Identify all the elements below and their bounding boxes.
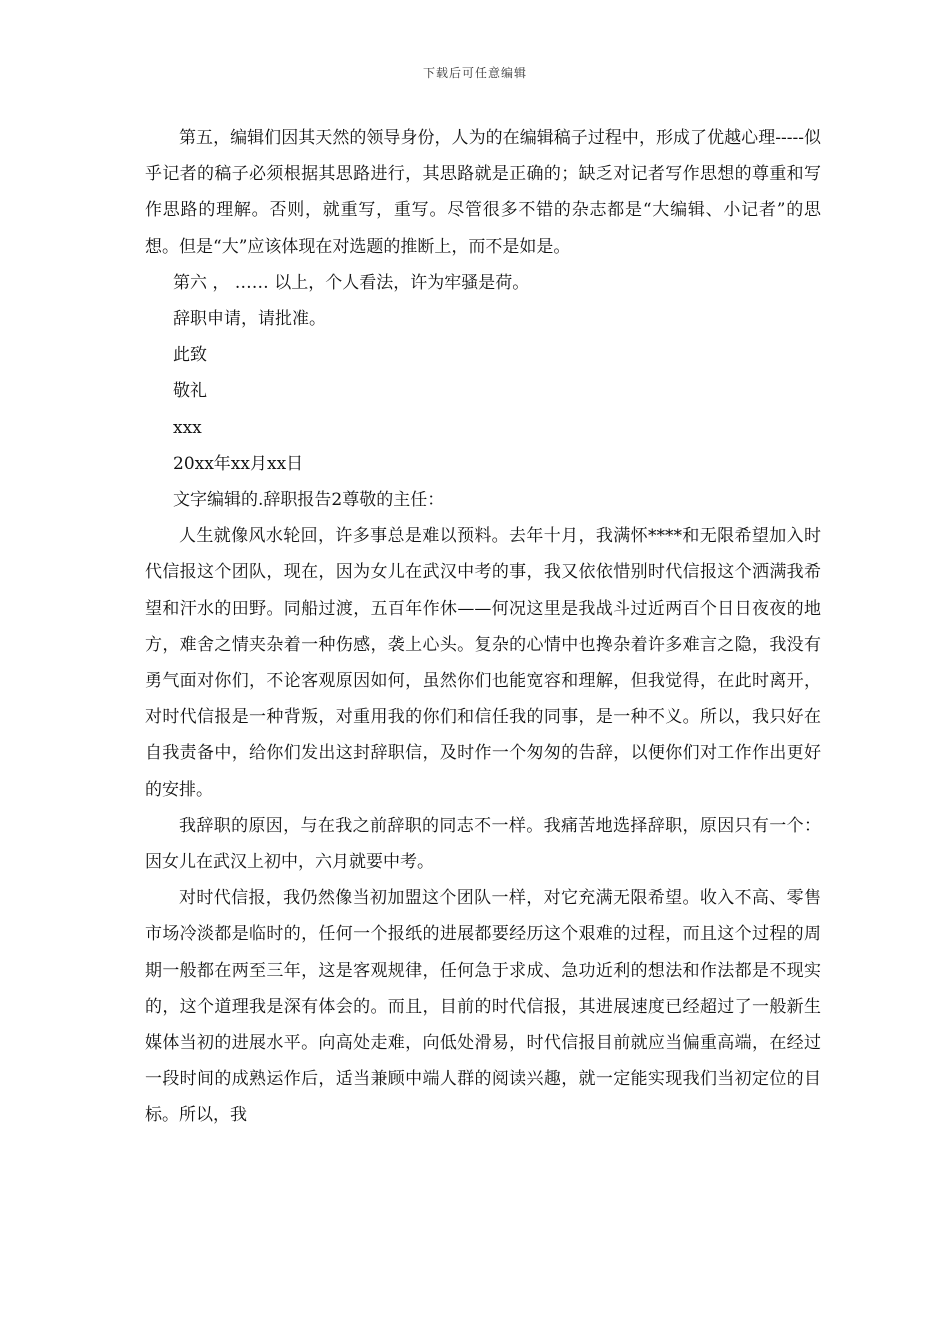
line-second-letter-title: 文字编辑的.辞职报告2尊敬的主任：: [173, 490, 445, 511]
document-body: [145, 120, 821, 1134]
line-signature: xxx: [173, 417, 202, 438]
paragraph-life-like-fengshui: 人生就像风水轮回，许多事总是难以预料。去年十月，我满怀****和无限希望加入时代信报这个团队，现在，因为女儿在武汉中考的事，我又依依惜别时代信报这个洒满我希望和汗水的田野。同船过渡，五百年作休——何况这里是我战斗过近两百个日日夜夜的地方，难舍之情夹杂着一种伤感，袭上心头。复杂的心情中也搀杂着许多难言之隐，我没有勇气面对你们，不论客观原因如何，虽然你们也能宽容和理解，但我觉得，在此时离开，对时代信报是一种背叛，对重用我的你们和信任我的同事，是一种不义。所以，我只好在自我责备中，给你们发出这封辞职信，及时作一个匆匆的告辞，以便你们对工作作出更好的安排。: [145, 526, 821, 800]
paragraph-reason-for-resignation: 我辞职的原因，与在我之前辞职的同志不一样。我痛苦地选择辞职，原因只有一个：因女儿在武汉上初中，六月就要中考。: [145, 815, 821, 873]
line-closing-salutation: 此致: [173, 345, 207, 366]
line-sixth-point: 第六 ， …… 以上，个人看法，许为牢骚是荷。: [173, 272, 530, 293]
line-regards: 敬礼: [173, 381, 207, 402]
line-resignation-request: 辞职申请，请批准。: [173, 309, 326, 330]
line-date: 20xx年xx月xx日: [173, 453, 304, 474]
paragraph-fifth-point: 第五，编辑们因其天然的领导身份，人为的在编辑稿子过程中，形成了优越心理-----似乎记者的稿子必须根据其思路进行，其思路就是正确的；缺乏对记者写作思想的尊重和写作思路的理解。否则，就重写，重写。尽管很多不错的杂志都是“大编辑、小记者”的思想。但是“大”应该体现在对选题的推断上，而不是如是。: [145, 128, 821, 257]
paragraph-hopes-for-newspaper: 对时代信报，我仍然像当初加盟这个团队一样，对它充满无限希望。收入不高、零售市场冷淡都是临时的，任何一个报纸的进展都要经历这个艰难的过程，而且这个过程的周期一般都在两至三年，这是客观规律，任何急于求成、急功近利的想法和作法都是不现实的，这个道理我是深有体会的。而且，目前的时代信报，其进展速度已经超过了一般新生媒体当初的进展水平。向高处走难，向低处滑易，时代信报目前就应当偏重高端，在经过一段时间的成熟运作后，适当兼顾中端人群的阅读兴趣，就一定能实现我们当初定位的目标。所以，我: [145, 888, 821, 1126]
page-header: 下载后可任意编辑: [422, 66, 527, 80]
